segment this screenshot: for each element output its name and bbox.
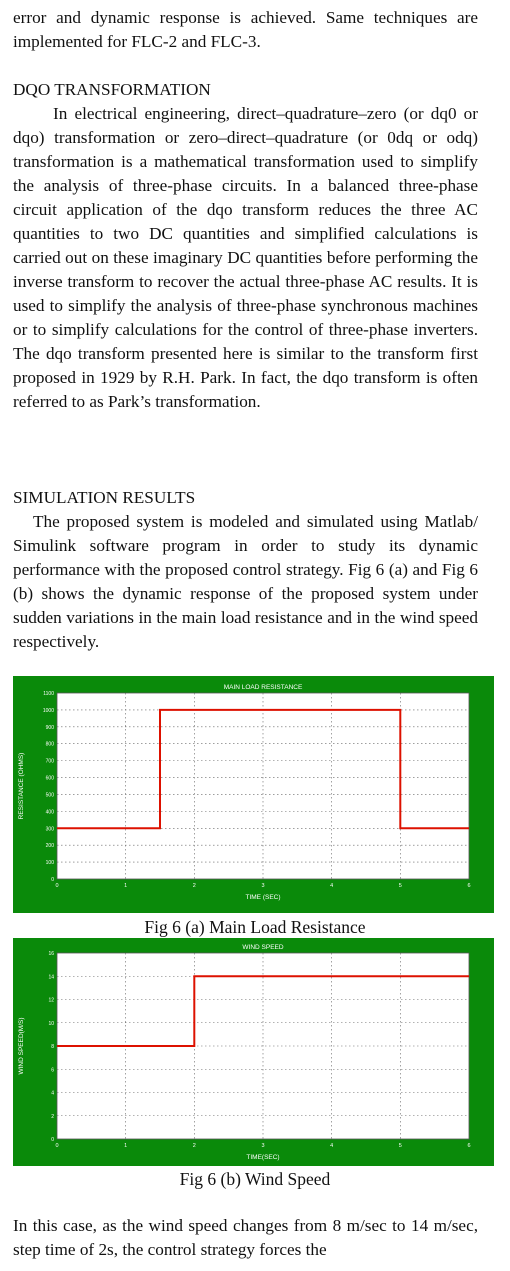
y-tick-label: 800 (45, 741, 54, 748)
top-paragraph: error and dynamic response is achieved. Same techniques are implemented for FLC-2 and FLC-3. (13, 8, 478, 51)
y-tick-label: 600 (45, 775, 54, 782)
y-tick-label: 4 (51, 1090, 54, 1097)
y-tick-label: 100 (45, 860, 54, 867)
y-tick-label: 12 (48, 997, 54, 1004)
wind-speed-chart (13, 938, 494, 1166)
y-tick-label: 14 (48, 974, 54, 981)
resistance-chart (13, 676, 494, 913)
dqo-section (13, 78, 478, 414)
chart-title: WIND SPEED (242, 944, 284, 951)
dqo-body: In electrical engineering, direct–quadrature–zero (or dq0 or dqo) transformation or zero–direct–quadrature (or 0dq or odq) transformation is a mathematical transformation used to simplify the analysis of three-phase circuits. In a balanced three-phase circuit application of the dqo transform reduces the three AC quantities to two DC quantities and simplified calculations is carried out on these imaginary DC quantities before performing the inverse transform to recover the actual three-phase AC results. It is used to simplify the analysis of three-phase synchronous machines or to simplify calculations for the control of three-phase inverters. The dqo transform presented here is similar to the transform first proposed in 1929 by R.H. Park. In fact, the dqo transform is often referred to as Park’s transformation. (13, 104, 478, 411)
y-tick-label: 8 (51, 1044, 54, 1050)
x-tick-label: 5 (398, 1143, 402, 1149)
simulation-heading: SIMULATION RESULTS (13, 488, 196, 507)
y-tick-label: 2 (51, 1113, 54, 1120)
x-axis-label: TIME (SEC) (245, 894, 281, 901)
x-tick-label: 6 (467, 1143, 471, 1149)
x-tick-label: 2 (192, 1143, 196, 1149)
y-tick-label: 10 (48, 1020, 54, 1027)
bottom-paragraph-block (13, 1214, 478, 1262)
y-tick-label: 300 (45, 826, 54, 833)
y-tick-label: 200 (45, 843, 54, 850)
chart-title: MAIN LOAD RESISTANCE (223, 684, 303, 691)
simulation-body: The proposed system is modeled and simulated using Matlab/ Simulink software program in order to study its dynamic performance with the proposed control strategy. Fig 6 (a) and Fig 6 (b) shows the dynamic response of the proposed system under sudden variations in the main load resistance and in the wind speed respectively. (13, 512, 478, 651)
x-tick-label: 0 (55, 1143, 59, 1149)
y-tick-label: 0 (51, 877, 54, 883)
x-tick-label: 2 (192, 883, 196, 889)
simulation-section (13, 486, 478, 654)
bottom-paragraph: In this case, as the wind speed changes from 8 m/sec to 14 m/sec, step time of 2s, the control strategy forces the (13, 1216, 478, 1259)
y-tick-label: 6 (51, 1067, 54, 1074)
y-tick-label: 900 (45, 724, 54, 731)
y-tick-label: 400 (45, 809, 54, 816)
x-tick-label: 1 (124, 883, 128, 889)
x-tick-label: 3 (261, 1143, 265, 1149)
y-tick-label: 1000 (42, 707, 54, 714)
y-tick-label: 0 (51, 1137, 54, 1143)
dqo-heading: DQO TRANSFORMATION (13, 80, 211, 99)
x-tick-label: 0 (55, 883, 59, 889)
y-tick-label: 700 (45, 758, 54, 765)
y-axis-label: WIND SPEED(M/S) (18, 1017, 25, 1075)
top-paragraph-block (13, 6, 478, 54)
y-tick-label: 500 (45, 792, 54, 799)
y-tick-label: 1100 (43, 691, 54, 697)
x-tick-label: 4 (330, 1143, 334, 1149)
x-tick-label: 3 (261, 883, 265, 889)
x-tick-label: 4 (330, 883, 334, 889)
y-axis-label: RESISTANCE (OHMS) (18, 752, 25, 820)
figure-a-caption: Fig 6 (a) Main Load Resistance (144, 917, 366, 937)
figure-main-load-resistance (13, 676, 494, 913)
figure-wind-speed (13, 938, 494, 1166)
x-tick-label: 5 (398, 883, 402, 889)
x-tick-label: 6 (467, 883, 471, 889)
x-axis-label: TIME(SEC) (246, 1154, 280, 1161)
y-tick-label: 16 (48, 951, 54, 957)
figure-b-caption: Fig 6 (b) Wind Speed (179, 1169, 331, 1189)
x-tick-label: 1 (124, 1143, 128, 1149)
